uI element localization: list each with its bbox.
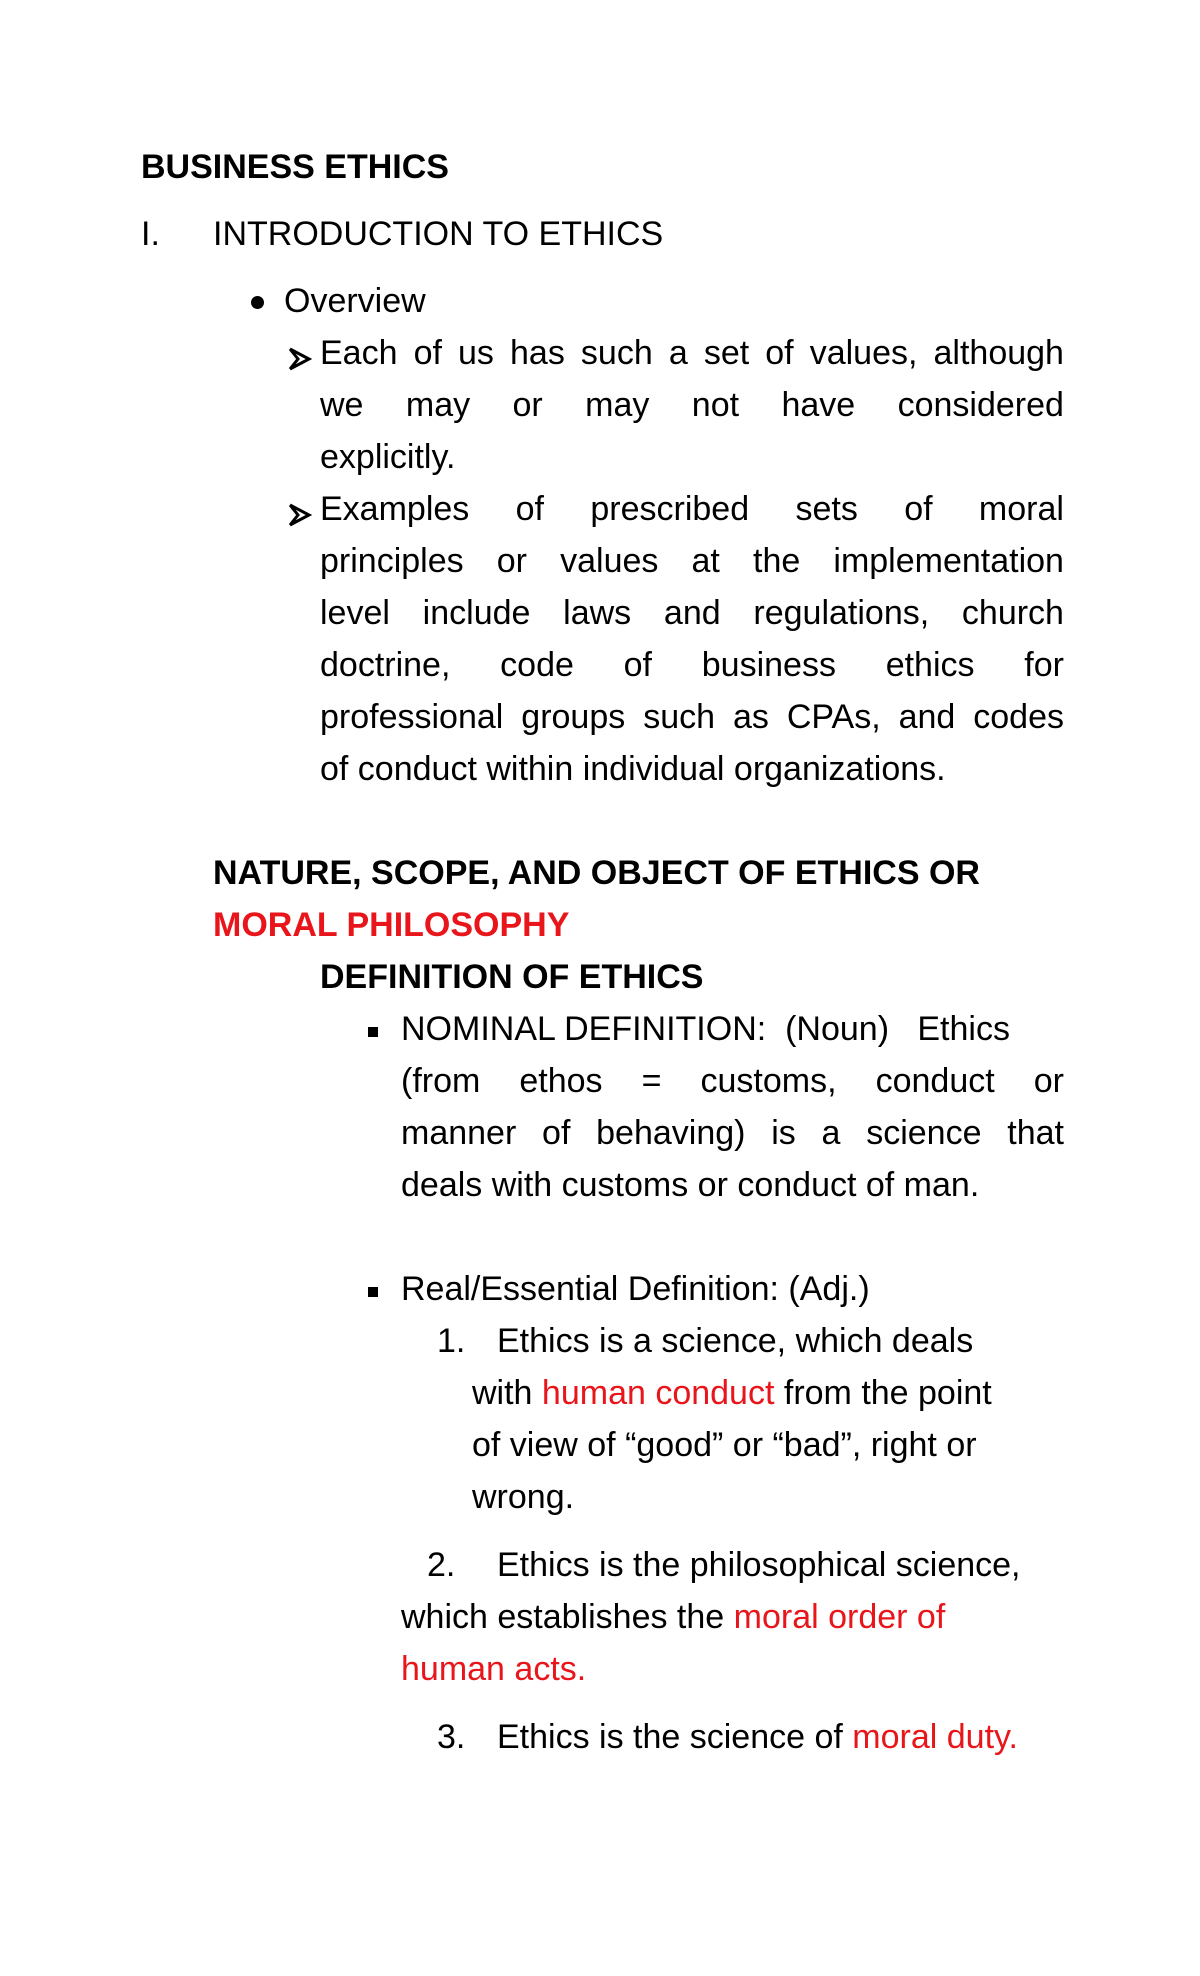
word: behaving)	[596, 1114, 746, 1152]
word: doctrine,	[320, 646, 451, 684]
word: of	[542, 1114, 571, 1152]
word: and	[898, 698, 956, 736]
word: conduct	[875, 1062, 995, 1100]
overview-item1-line1	[320, 334, 1064, 373]
word: such	[643, 698, 716, 736]
nominal-definition-line2	[401, 1062, 1064, 1101]
human-conduct-highlight: human conduct	[541, 1374, 775, 1412]
real-item1-line2	[472, 1374, 992, 1413]
overview-item2-line1	[320, 490, 1064, 529]
definition-heading: DEFINITION OF ETHICS	[320, 958, 704, 996]
word: ethics	[885, 646, 975, 684]
moral-philosophy-heading: MORAL PHILOSOPHY	[213, 906, 570, 944]
overview-item2-line5	[320, 698, 1064, 737]
word: of	[515, 490, 544, 528]
arrowhead-bullet-icon	[287, 346, 313, 372]
word: and	[663, 594, 721, 632]
real-item2-line1: Ethics is the philosophical science,	[497, 1546, 1021, 1584]
arrowhead-bullet-icon	[287, 502, 313, 528]
word: Each	[320, 334, 398, 372]
word: principles	[320, 542, 464, 580]
real-item1-line3: of view of “good” or “bad”, right or	[472, 1426, 977, 1464]
overview-item2-line2	[320, 542, 1064, 581]
word: moral	[978, 490, 1064, 528]
square-bullet-icon	[368, 1027, 378, 1037]
word: regulations,	[753, 594, 930, 632]
word: sets	[795, 490, 858, 528]
word: we	[320, 386, 364, 424]
word: considered	[897, 386, 1064, 424]
word: as	[732, 698, 769, 736]
section-numeral: I.	[141, 215, 160, 253]
word: may	[585, 386, 650, 424]
section-heading: INTRODUCTION TO ETHICS	[213, 215, 664, 253]
word: or	[512, 386, 543, 424]
word: has	[510, 334, 565, 372]
word: of	[623, 646, 652, 684]
document-title: BUSINESS ETHICS	[141, 148, 449, 186]
word: for	[1024, 646, 1064, 684]
real-item2-line2	[401, 1598, 945, 1637]
real-item1-line2-rest: from the point	[774, 1374, 992, 1412]
word: not	[691, 386, 740, 424]
word: manner	[401, 1114, 517, 1152]
real-item3-number: 3.	[437, 1718, 466, 1756]
word: ethos	[519, 1062, 603, 1100]
overview-item2-line4	[320, 646, 1064, 685]
word: include	[422, 594, 531, 632]
word: may	[405, 386, 471, 424]
word: a	[668, 334, 688, 372]
word: have	[781, 386, 856, 424]
square-bullet-icon	[368, 1287, 378, 1297]
disc-bullet-icon	[251, 296, 264, 309]
real-item2-number: 2.	[427, 1546, 456, 1584]
real-item2-line2-text: which establishes the	[401, 1598, 734, 1636]
real-item1-line1: Ethics is a science, which deals	[497, 1322, 974, 1360]
overview-item2-line3	[320, 594, 1064, 633]
word: customs,	[700, 1062, 837, 1100]
word: level	[320, 594, 390, 632]
overview-item1-line3: explicitly.	[320, 438, 456, 476]
nominal-definition-line4: deals with customs or conduct of man.	[401, 1166, 980, 1204]
word: professional	[320, 698, 504, 736]
word: =	[641, 1062, 662, 1100]
moral-order-highlight: moral order of	[733, 1598, 946, 1636]
word: (from	[401, 1062, 481, 1100]
word: business	[701, 646, 836, 684]
word: of	[765, 334, 794, 372]
real-definition-label: Real/Essential Definition: (Adj.)	[401, 1270, 870, 1308]
word: a	[821, 1114, 841, 1152]
word: values	[560, 542, 659, 580]
word: at	[691, 542, 720, 580]
word: or	[1033, 1062, 1064, 1100]
word: is	[771, 1114, 796, 1152]
word: of	[413, 334, 442, 372]
real-item3-line1-text: Ethics is the science of	[497, 1718, 853, 1756]
word: CPAs,	[786, 698, 881, 736]
word: church	[961, 594, 1064, 632]
overview-item1-line2	[320, 386, 1064, 425]
word: the	[753, 542, 801, 580]
word: laws	[563, 594, 632, 632]
overview-item2-line6: of conduct within individual organizations.	[320, 750, 946, 788]
real-item1-number: 1.	[437, 1322, 466, 1360]
overview-label: Overview	[284, 282, 426, 320]
word: implementation	[833, 542, 1064, 580]
real-item1-line4: wrong.	[472, 1478, 575, 1516]
word: Examples	[320, 490, 470, 528]
word: prescribed	[590, 490, 750, 528]
word: codes	[973, 698, 1064, 736]
nominal-definition-line1: NOMINAL DEFINITION: (Noun) Ethics	[401, 1010, 1010, 1048]
word: groups	[521, 698, 626, 736]
nature-heading: NATURE, SCOPE, AND OBJECT OF ETHICS OR	[213, 854, 980, 892]
word: that	[1007, 1114, 1064, 1152]
word: code	[500, 646, 574, 684]
word: science	[866, 1114, 982, 1152]
word: set	[703, 334, 750, 372]
nominal-definition-line3	[401, 1114, 1064, 1153]
moral-duty-highlight: moral duty.	[852, 1718, 1018, 1756]
human-acts-highlight: human acts.	[401, 1650, 587, 1688]
word: or	[496, 542, 527, 580]
real-item3-line1	[497, 1718, 1018, 1757]
real-item1-line2-text: with	[472, 1374, 542, 1412]
word: of	[904, 490, 933, 528]
word: values,	[809, 334, 918, 372]
word: such	[580, 334, 653, 372]
word: us	[458, 334, 494, 372]
word: although	[933, 334, 1064, 372]
